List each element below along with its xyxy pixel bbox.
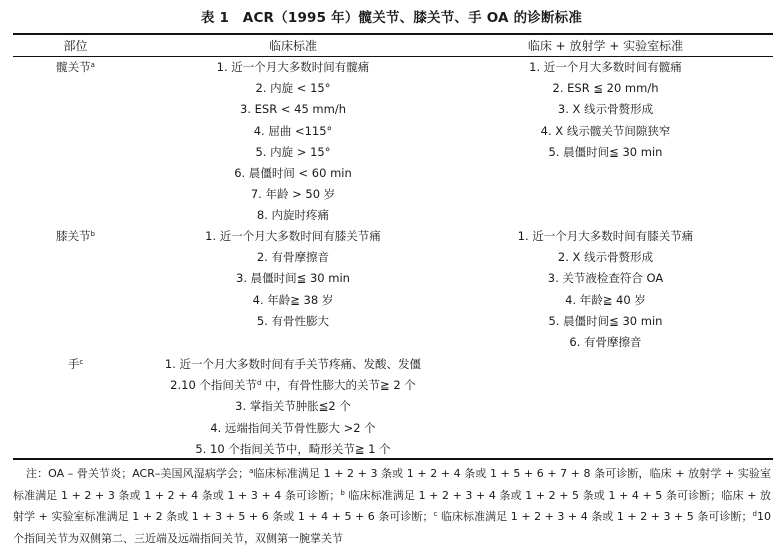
table-bottom-rule bbox=[13, 458, 773, 460]
criterion: 2. ESR ≦ 20 mm/h bbox=[552, 81, 659, 96]
criterion: 3. 晨僵时间≦ 30 min bbox=[236, 271, 350, 286]
criterion: 3. 掌指关节肿胀≦2 个 bbox=[235, 399, 351, 414]
criterion: 4. 远端指间关节骨性膨大 >2 个 bbox=[210, 420, 376, 435]
criterion: 1. 近一个月大多数时间有膝关节痛 bbox=[205, 229, 381, 243]
criterion: 8. 内旋时疼痛 bbox=[256, 208, 330, 223]
clinical-criteria bbox=[148, 57, 438, 227]
criterion: 2. X 线示骨赘形成 bbox=[557, 250, 654, 265]
criterion: 5. 晨僵时间≦ 30 min bbox=[548, 313, 663, 328]
header-combined: 临床 + 放射学 + 实验室标准 bbox=[527, 39, 684, 53]
criterion: 4. 屈曲 <115° bbox=[253, 123, 333, 138]
criterion: 4. 年龄≧ 40 岁 bbox=[565, 292, 646, 307]
site-label: 髋关节$^a$ bbox=[56, 60, 95, 74]
table-footnote: 注：OA – 骨关节炎；ACR–美国风湿病学会；$^a$临床标准满足 1 + 2 + 3 条或 1 + 2 + 4 条或 1 + 5 + 6 + 7 + 8 条可诊断，临床 + 放射学 + 实验室标准满足 1 + 2 + 3 条或 1 + 2 + 4 条或 1 + 3 + 4 条可诊断；$^b$ 临床标准满足 1 + 2 + 3 + 4 条或 1 + 2 + 5 条或 1 + 4 + 5 条可诊断；临床 + 放射学 + 实验室标准满足 1 + 2 条或 1 + 3 + 5 + 6 条或 1 + 4 + 5 + 6 条可诊断；$^c$ 临床标准满足 1 + 2 + 3 + 4 条或 1 + 2 + 3 + 5 条可诊断；$^d$10 个指间关节为双侧第二、三近端及远端指间关节，双侧第一腕掌关节 bbox=[13, 467, 772, 545]
site-label: 膝关节$^b$ bbox=[56, 229, 95, 243]
header-site: 部位 bbox=[63, 39, 88, 53]
clinical-criteria bbox=[148, 226, 438, 332]
criterion: 5. 有骨性膨大 bbox=[256, 313, 330, 328]
criterion: 3. 关节液检查符合 OA bbox=[547, 271, 664, 286]
criterion: 4. 年龄≧ 38 岁 bbox=[252, 292, 334, 307]
criterion: 5. 晨僵时间≦ 30 min bbox=[548, 144, 663, 159]
criterion: 1. 近一个月大多数时间有手关节疼痛、发酸、发僵 bbox=[164, 357, 422, 371]
clinical-criteria bbox=[148, 354, 438, 460]
criterion: 2. 内旋 < 15° bbox=[255, 81, 331, 96]
criterion: 2.10 个指间关节$^d$ 中，有骨性膨大的关节≧ 2 个 bbox=[170, 378, 416, 393]
criterion: 4. X 线示髋关节间隙狭窄 bbox=[540, 123, 671, 138]
criterion: 3. ESR < 45 mm/h bbox=[240, 102, 346, 117]
criterion: 5. 内旋 > 15° bbox=[255, 144, 331, 159]
criterion: 3. X 线示骨赘形成 bbox=[557, 102, 654, 117]
criterion: 1. 近一个月大多数时间有髋痛 bbox=[216, 60, 370, 74]
site-label: 手$^c$ bbox=[67, 357, 84, 371]
criterion: 2. 有骨摩擦音 bbox=[256, 250, 330, 265]
criterion: 1. 近一个月大多数时间有髋痛 bbox=[529, 60, 682, 74]
table-title: 表 1 ACR（1995 年）髋关节、膝关节、手 OA 的诊断标准 bbox=[200, 10, 583, 26]
criterion: 7. 年龄 > 50 岁 bbox=[250, 187, 336, 202]
combined-criteria bbox=[438, 226, 773, 353]
criterion: 1. 近一个月大多数时间有膝关节痛 bbox=[517, 229, 694, 243]
criterion: 6. 晨僵时间 < 60 min bbox=[234, 166, 352, 181]
criterion: 6. 有骨摩擦音 bbox=[569, 335, 642, 350]
header-clinical: 临床标准 bbox=[268, 39, 317, 53]
criterion: 5. 10 个指间关节中，畸形关节≧ 1 个 bbox=[195, 441, 391, 456]
combined-criteria bbox=[438, 57, 773, 163]
table-top-rule bbox=[13, 33, 773, 35]
